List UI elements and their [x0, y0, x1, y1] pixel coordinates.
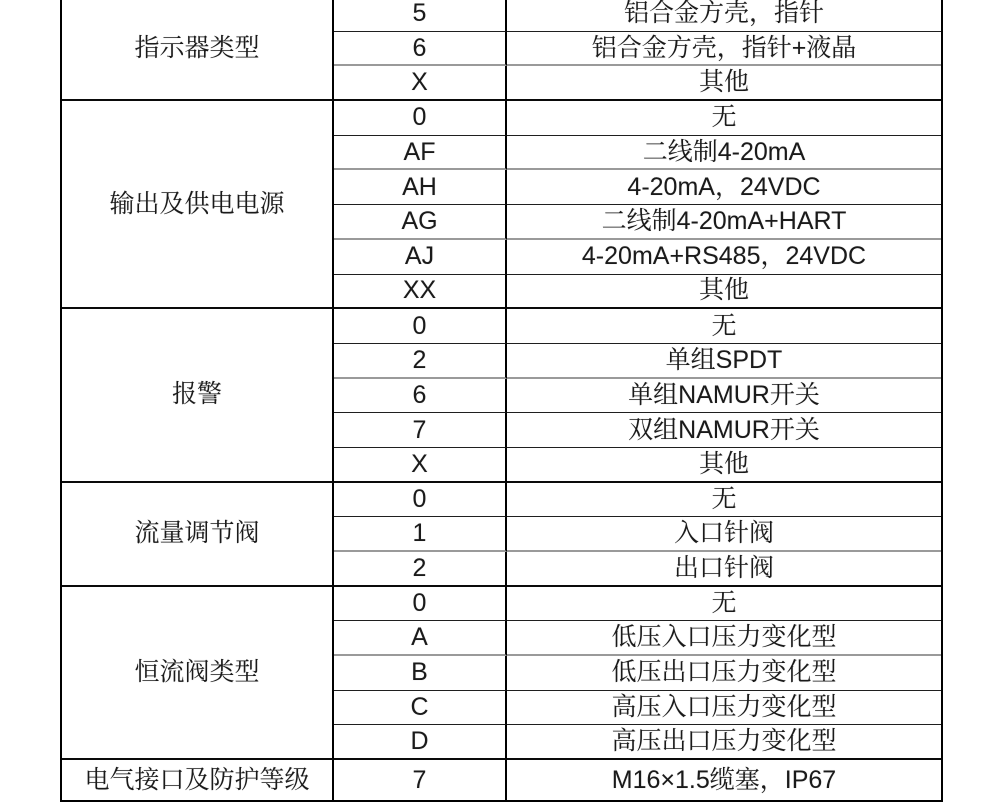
code-cell: 0: [334, 587, 507, 622]
category-cell-constant-flow-valve-type: 恒流阀类型: [62, 587, 334, 760]
desc-cell: 高压出口压力变化型: [507, 725, 941, 760]
desc-cell: 铝合金方壳，指针+液晶: [507, 32, 941, 67]
code-cell: 1: [334, 517, 507, 552]
code-cell: C: [334, 691, 507, 726]
code-cell: 6: [334, 379, 507, 414]
code-cell: 7: [334, 413, 507, 448]
desc-cell: 高压入口压力变化型: [507, 691, 941, 726]
desc-cell: 单组NAMUR开关: [507, 379, 941, 414]
desc-cell: 单组SPDT: [507, 344, 941, 379]
spec-table: [60, 0, 943, 802]
desc-cell: 入口针阀: [507, 517, 941, 552]
code-cell: AH: [334, 170, 507, 205]
desc-cell: 双组NAMUR开关: [507, 413, 941, 448]
code-cell: A: [334, 621, 507, 656]
code-cell: B: [334, 656, 507, 691]
category-cell-electrical-interface-ip: 电气接口及防护等级: [62, 760, 334, 800]
code-cell: XX: [334, 275, 507, 310]
code-cell: 2: [334, 344, 507, 379]
code-cell: X: [334, 66, 507, 101]
code-cell: X: [334, 448, 507, 483]
category-cell-alarm: 报警: [62, 309, 334, 482]
desc-cell: 铝合金方壳，指针: [507, 0, 941, 32]
desc-cell: 4-20mA，24VDC: [507, 170, 941, 205]
code-cell: AF: [334, 136, 507, 171]
desc-cell: 出口针阀: [507, 552, 941, 587]
code-cell: 6: [334, 32, 507, 67]
desc-cell: 4-20mA+RS485，24VDC: [507, 240, 941, 275]
desc-cell: M16×1.5缆塞，IP67: [611, 765, 837, 794]
code-cell: 7: [334, 760, 507, 800]
code-cell: 0: [334, 309, 507, 344]
category-cell-output-power: 输出及供电电源: [62, 101, 334, 309]
desc-cell: 无: [507, 101, 941, 136]
category-cell-indicator-type: 指示器类型: [62, 0, 334, 101]
code-cell: 0: [334, 483, 507, 518]
desc-cell: 二线制4-20mA: [507, 136, 941, 171]
desc-cell: 其他: [507, 275, 941, 310]
code-cell: D: [334, 725, 507, 760]
code-cell: 5: [334, 0, 507, 32]
code-cell: AG: [334, 205, 507, 240]
desc-cell: 无: [507, 309, 941, 344]
desc-cell: 无: [507, 483, 941, 518]
code-cell: 0: [334, 101, 507, 136]
desc-cell: 其他: [507, 448, 941, 483]
code-cell: AJ: [334, 240, 507, 275]
desc-cell: 其他: [507, 66, 941, 101]
desc-cell: 二线制4-20mA+HART: [507, 205, 941, 240]
desc-cell: 无: [507, 587, 941, 622]
code-cell: 2: [334, 552, 507, 587]
category-cell-flow-regulating-valve: 流量调节阀: [62, 483, 334, 587]
desc-cell: 低压入口压力变化型: [507, 621, 941, 656]
desc-cell: 低压出口压力变化型: [507, 656, 941, 691]
